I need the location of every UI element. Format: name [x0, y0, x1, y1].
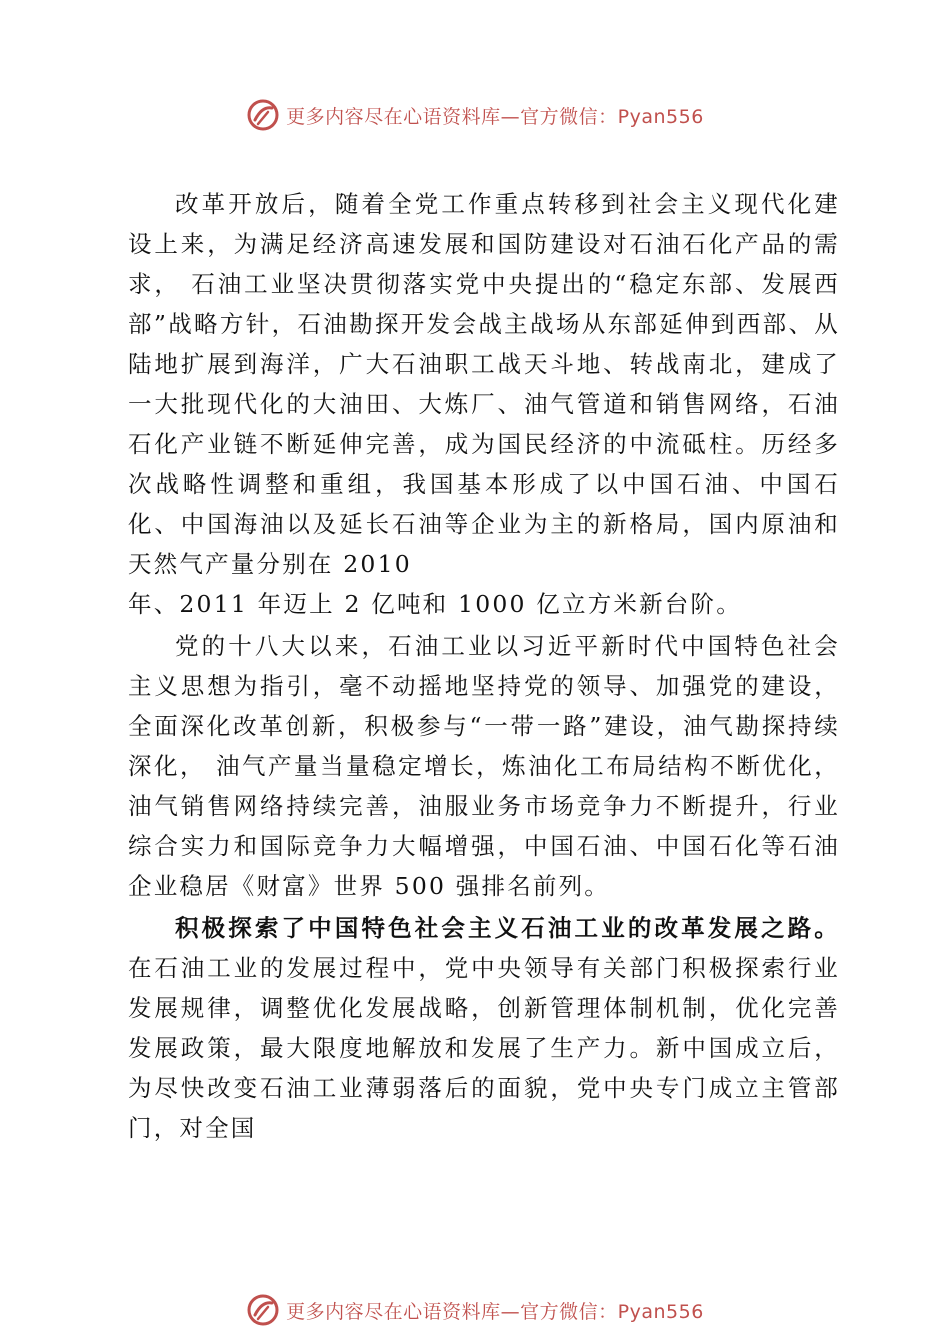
paragraph-1: 改革开放后，随着全党工作重点转移到社会主义现代化建设上来，为满足经济高速发展和国防建设对石油石化产品的需求， 石油工业坚决贯彻落实党中央提出的“稳定东部、发展西部”战略方针，石油勘探开发会战主战场从东部延伸到西部、从陆地扩展到海洋，广大石油职工战天斗地、转战南北，建成了一大批现代化的大油田、大炼厂、油气管道和销售网络，石油石化产业链不断延伸完善，成为国民经济的中流砥柱。历经多次战略性调整和重组，我国基本形成了以中国石油、中国石化、中国海油以及延长石油等企业为主的新格局，国内原油和天然气产量分别在 2010: [128, 190, 840, 578]
paragraph-3: [128, 908, 840, 1148]
paragraph-2: 党的十八大以来，石油工业以习近平新时代中国特色社会主义思想为指引，毫不动摇地坚持党的领导、加强党的建设，全面深化改革创新，积极参与“一带一路”建设，油气勘探持续深化， 油气产量当量稳定增长，炼油化工布局结构不断优化，油气销售网络持续完善，油服业务市场竞争力不断提升，行业综合实力和国际竞争力大幅增强，中国石油、中国石化等石油企业稳居《财富》世界 500 强排名前列。: [128, 632, 840, 900]
document-body: [128, 184, 840, 1150]
brush-seal-logo-icon: [246, 98, 280, 132]
brush-seal-logo-icon: [246, 1293, 280, 1327]
paragraph-3-heading: 积极探索了中国特色社会主义石油工业的改革发展之路。: [175, 914, 840, 942]
paragraph-1-continuation: 年、2011 年迈上 2 亿吨和 1000 亿立方米新台阶。: [128, 590, 742, 618]
watermark-text: 更多内容尽在心语资料库—官方微信：Pyan556: [286, 105, 704, 128]
header-watermark: [0, 95, 950, 135]
paragraph-3-body: 在石油工业的发展过程中，党中央领导有关部门积极探索行业发展规律，调整优化发展战略，创新管理体制机制，优化完善发展政策，最大限度地解放和发展了生产力。新中国成立后，为尽快改变石油工业薄弱落后的面貌，党中央专门成立主管部门，对全国: [128, 954, 840, 1142]
footer-watermark: [0, 1290, 950, 1330]
watermark-text: 更多内容尽在心语资料库—官方微信：Pyan556: [286, 1300, 704, 1323]
